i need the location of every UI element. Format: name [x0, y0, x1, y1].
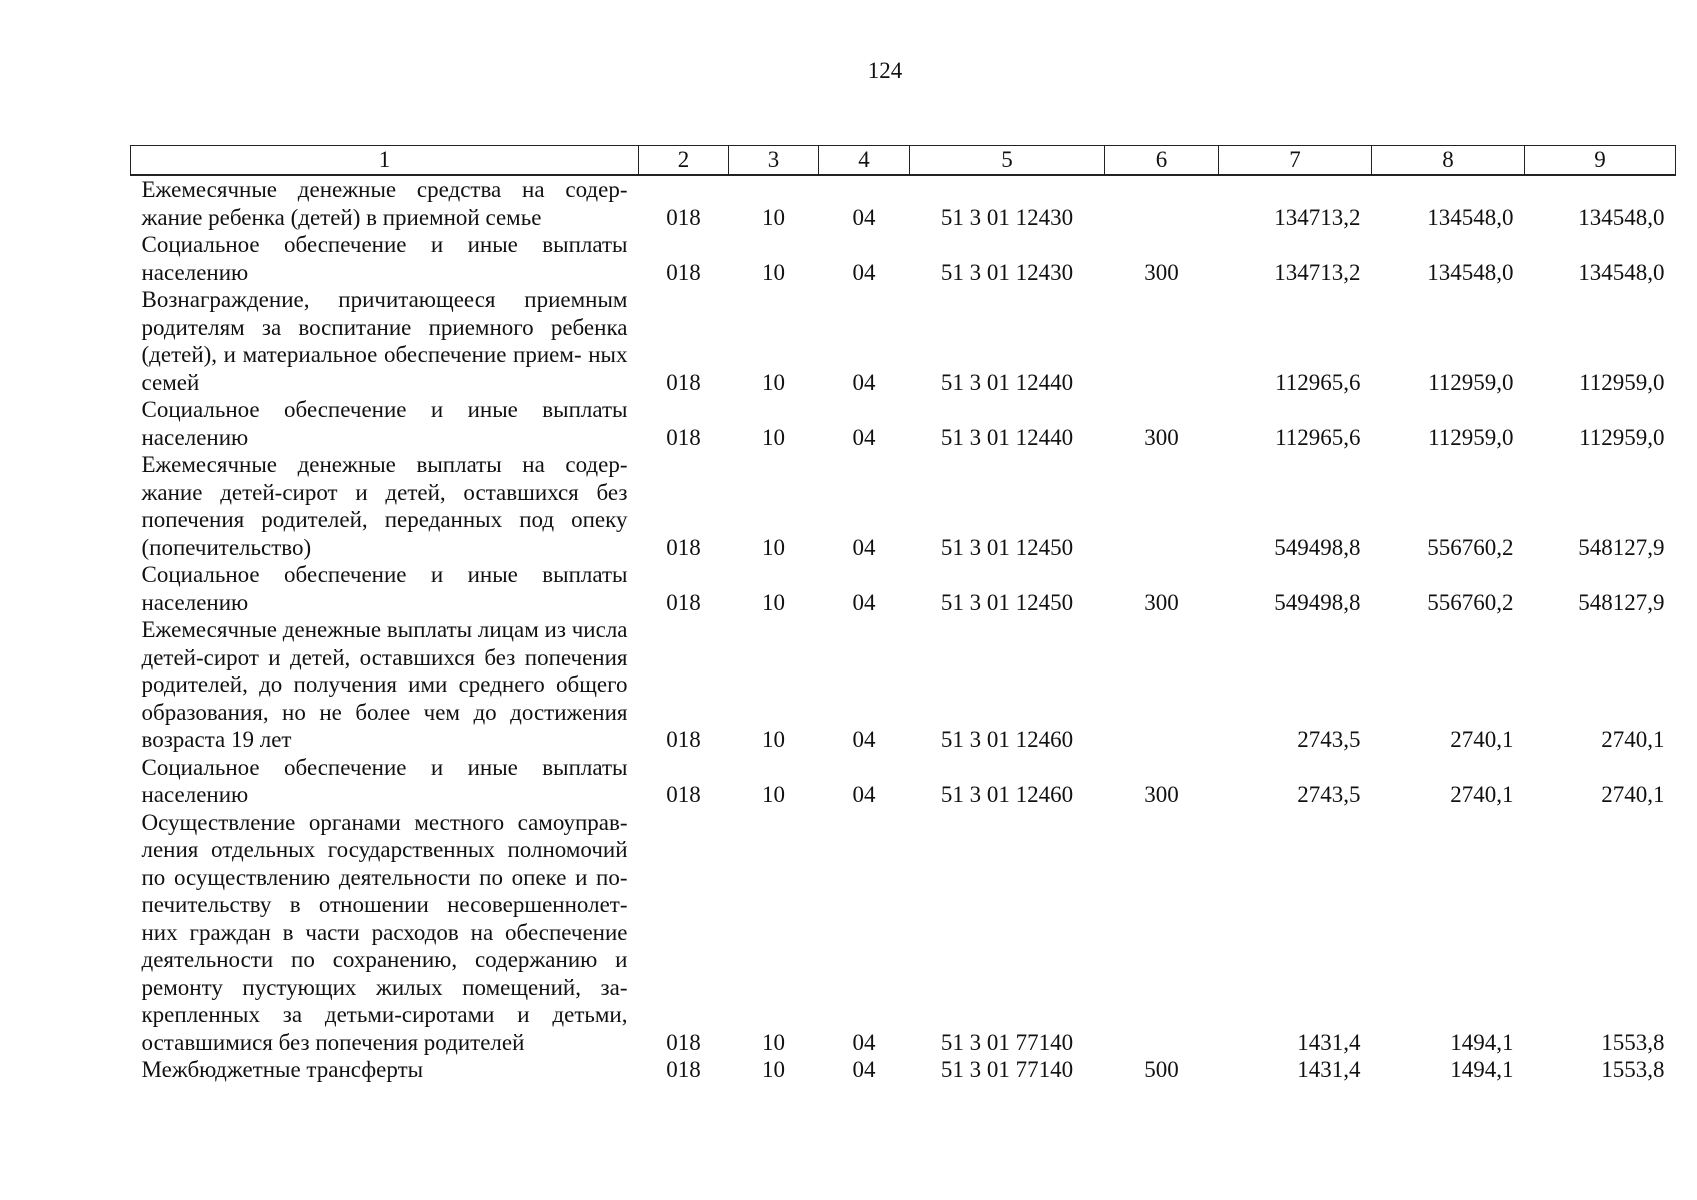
subsection-code-cell: 04	[852, 589, 876, 615]
expense-name-line: среднего общего образования, но не более	[141, 672, 628, 725]
amount-cell-9: 112959,0	[1579, 369, 1665, 395]
section-code-cell: 10	[762, 259, 785, 285]
amount-cell-8: 112959,0	[1428, 369, 1514, 395]
expense-type-cell	[1105, 616, 1219, 754]
expense-name-line: ных семей	[141, 342, 628, 395]
expense-name-line: ремонту пустующих жилых помещений, за-	[141, 974, 628, 1000]
header-cell: 6	[1105, 146, 1219, 176]
amount-cell-8: 1494,1	[1450, 1029, 1514, 1055]
amount-cell-7: 134713,2	[1274, 259, 1361, 285]
expense-name-line: Межбюджетные трансферты	[141, 1057, 424, 1082]
subsection-code-cell: 04	[852, 534, 876, 560]
header-cell: 3	[729, 146, 819, 176]
subsection-code-cell: 04	[852, 782, 876, 807]
expense-name-cell	[131, 175, 639, 231]
amount-cell-7: 549498,8	[1274, 534, 1361, 560]
expense-type-cell: 500	[1144, 1057, 1179, 1082]
subsection-code-cell: 04	[852, 424, 876, 450]
target-article-cell: 51 3 01 12460	[940, 727, 1074, 752]
expense-name-line: деятельности по сохранению, содержанию и	[141, 947, 628, 972]
expense-type-cell	[1105, 451, 1219, 561]
expense-name-cell	[131, 231, 639, 286]
table-row	[131, 561, 1676, 616]
ved-code-cell: 018	[666, 1057, 701, 1082]
expense-name-line: Ежемесячные денежные выплаты на содер-	[141, 452, 628, 477]
expense-type-cell	[1105, 175, 1219, 231]
amount-cell-7: 549498,8	[1274, 589, 1361, 615]
expense-name-cell	[131, 396, 639, 451]
ved-code-cell: 018	[666, 589, 701, 615]
amount-cell-8: 1494,1	[1450, 1057, 1514, 1082]
section-code-cell: 10	[762, 589, 785, 615]
expense-name-cell	[131, 561, 639, 616]
table-row	[131, 175, 1676, 231]
amount-cell-8: 134548,0	[1427, 259, 1514, 285]
table-row	[131, 754, 1676, 809]
header-cell: 1	[131, 146, 639, 176]
expense-name-line: Осуществление органами местного самоуправ-	[141, 809, 628, 835]
table-row	[131, 809, 1676, 1057]
amount-cell-9: 112959,0	[1579, 424, 1665, 450]
amount-cell-8: 556760,2	[1427, 534, 1514, 560]
ved-code-cell: 018	[666, 369, 701, 395]
expense-name-line: Социальное обеспечение и иные выплаты	[141, 754, 628, 780]
ved-code-cell: 018	[666, 1029, 701, 1055]
amount-cell-9: 548127,9	[1578, 589, 1665, 615]
amount-cell-7: 2743,5	[1297, 782, 1361, 807]
target-article-cell: 51 3 01 12430	[940, 204, 1074, 230]
amount-cell-8: 2740,1	[1450, 727, 1514, 752]
amount-cell-8: 2740,1	[1450, 782, 1514, 807]
section-code-cell: 10	[762, 1057, 785, 1082]
subsection-code-cell: 04	[852, 727, 876, 752]
subsection-code-cell: 04	[852, 204, 876, 230]
section-code-cell: 10	[762, 369, 785, 395]
amount-cell-9: 548127,9	[1578, 534, 1665, 560]
expense-name-line: Социальное обеспечение и иные выплаты	[141, 562, 628, 587]
header-cell: 7	[1219, 146, 1372, 176]
subsection-code-cell: 04	[852, 1029, 876, 1055]
subsection-code-cell: 04	[852, 369, 876, 395]
expense-name-line: жание детей-сирот и детей, оставшихся без	[141, 479, 628, 505]
ved-code-cell: 018	[666, 782, 701, 807]
expense-name-cell	[131, 616, 639, 754]
expense-name-line: числа детей-сирот и детей, оставшихся без	[141, 617, 628, 670]
header-cell: 9	[1525, 146, 1676, 176]
amount-cell-9: 2740,1	[1601, 782, 1665, 807]
expense-type-cell: 300	[1144, 259, 1179, 285]
target-article-cell: 51 3 01 77140	[940, 1057, 1074, 1082]
expense-name-line: населению	[141, 589, 249, 615]
target-article-cell: 51 3 01 12430	[940, 259, 1074, 285]
target-article-cell: 51 3 01 77140	[940, 1029, 1074, 1055]
target-article-cell: 51 3 01 12450	[940, 589, 1074, 615]
expense-type-cell	[1105, 809, 1219, 1057]
header-row	[131, 146, 1676, 176]
expense-name-line: попечения родителей, до получения ими	[141, 644, 628, 697]
amount-cell-7: 1431,4	[1297, 1057, 1361, 1082]
expense-name-line: по осуществлению деятельности по опеке и по-	[141, 864, 628, 890]
expense-name-line: крепленных за детьми-сиротами и детьми,	[141, 1002, 628, 1027]
expense-name-line: печительству в отношении несовершеннолет-	[141, 892, 628, 917]
target-article-cell: 51 3 01 12440	[940, 369, 1074, 395]
amount-cell-7: 1431,4	[1297, 1029, 1361, 1055]
expense-name-cell	[131, 1056, 639, 1084]
section-code-cell: 10	[762, 534, 785, 560]
budget-table	[130, 145, 1676, 1084]
amount-cell-9: 1553,8	[1601, 1029, 1665, 1055]
amount-cell-9: 134548,0	[1578, 204, 1665, 230]
expense-name-line: них граждан в части расходов на обеспечение	[141, 919, 628, 945]
table-row	[131, 616, 1676, 754]
expense-name-line: оставшимися без попечения родителей	[141, 1029, 525, 1055]
subsection-code-cell: 04	[852, 1057, 876, 1082]
expense-name-line: населению	[141, 259, 249, 285]
expense-name-line: Вознаграждение, причитающееся приемным	[141, 287, 628, 312]
expense-name-line: Социальное обеспечение и иные выплаты	[141, 232, 628, 257]
expense-type-cell: 300	[1144, 424, 1179, 450]
table-row	[131, 396, 1676, 451]
ved-code-cell: 018	[666, 534, 701, 560]
header-cell: 5	[910, 146, 1105, 176]
expense-name-line: населению	[141, 782, 249, 807]
target-article-cell: 51 3 01 12440	[940, 424, 1074, 450]
ved-code-cell: 018	[666, 727, 701, 752]
amount-cell-7: 2743,5	[1297, 727, 1361, 752]
table-body	[131, 175, 1676, 1084]
expense-name-line: Ежемесячные денежные средства на содер-	[141, 177, 628, 202]
amount-cell-7: 134713,2	[1274, 204, 1361, 230]
section-code-cell: 10	[762, 204, 785, 230]
expense-name-cell	[131, 754, 639, 809]
table-header	[131, 146, 1676, 176]
page-number: 124	[867, 58, 903, 83]
expense-name-line: родителям за воспитание приемного ребенка	[141, 314, 628, 340]
header-cell: 2	[639, 146, 729, 176]
expense-type-cell: 300	[1144, 589, 1179, 615]
amount-cell-8: 112959,0	[1428, 424, 1514, 450]
ved-code-cell: 018	[666, 424, 701, 450]
amount-cell-7: 112965,6	[1275, 369, 1361, 395]
table-row	[131, 451, 1676, 561]
table-row	[131, 231, 1676, 286]
expense-name-cell	[131, 286, 639, 396]
expense-name-line: жание ребенка (детей) в приемной семье	[141, 204, 542, 230]
expense-name-cell	[131, 809, 639, 1057]
section-code-cell: 10	[762, 1029, 785, 1055]
expense-name-line: чем до достижения возраста 19 лет	[141, 699, 628, 752]
table-row	[131, 286, 1676, 396]
target-article-cell: 51 3 01 12460	[940, 782, 1074, 807]
expense-name-line: попечения родителей, переданных под опеку	[141, 507, 628, 532]
amount-cell-9: 1553,8	[1601, 1057, 1665, 1082]
amount-cell-9: 134548,0	[1578, 259, 1665, 285]
section-code-cell: 10	[762, 424, 785, 450]
header-cell: 8	[1372, 146, 1525, 176]
expense-name-cell	[131, 451, 639, 561]
target-article-cell: 51 3 01 12450	[940, 534, 1074, 560]
section-code-cell: 10	[762, 727, 785, 752]
expense-name-line: Ежемесячные денежные выплаты лицам из	[141, 617, 566, 642]
amount-cell-8: 556760,2	[1427, 589, 1514, 615]
amount-cell-9: 2740,1	[1601, 727, 1665, 752]
table-row	[131, 1056, 1676, 1084]
section-code-cell: 10	[762, 782, 785, 807]
expense-type-cell	[1105, 286, 1219, 396]
ved-code-cell: 018	[666, 259, 701, 285]
expense-name-line: (попечительство)	[141, 534, 312, 560]
ved-code-cell: 018	[666, 204, 701, 230]
expense-name-line: ления отдельных государственных полномочий	[141, 837, 628, 862]
expense-type-cell: 300	[1144, 782, 1179, 807]
amount-cell-8: 134548,0	[1427, 204, 1514, 230]
expense-name-line: населению	[141, 424, 249, 450]
expense-name-line: Социальное обеспечение и иные выплаты	[141, 397, 628, 422]
amount-cell-7: 112965,6	[1275, 424, 1361, 450]
expense-name-line: (детей), и материальное обеспечение прием-	[141, 342, 582, 367]
header-cell: 4	[819, 146, 910, 176]
subsection-code-cell: 04	[852, 259, 876, 285]
